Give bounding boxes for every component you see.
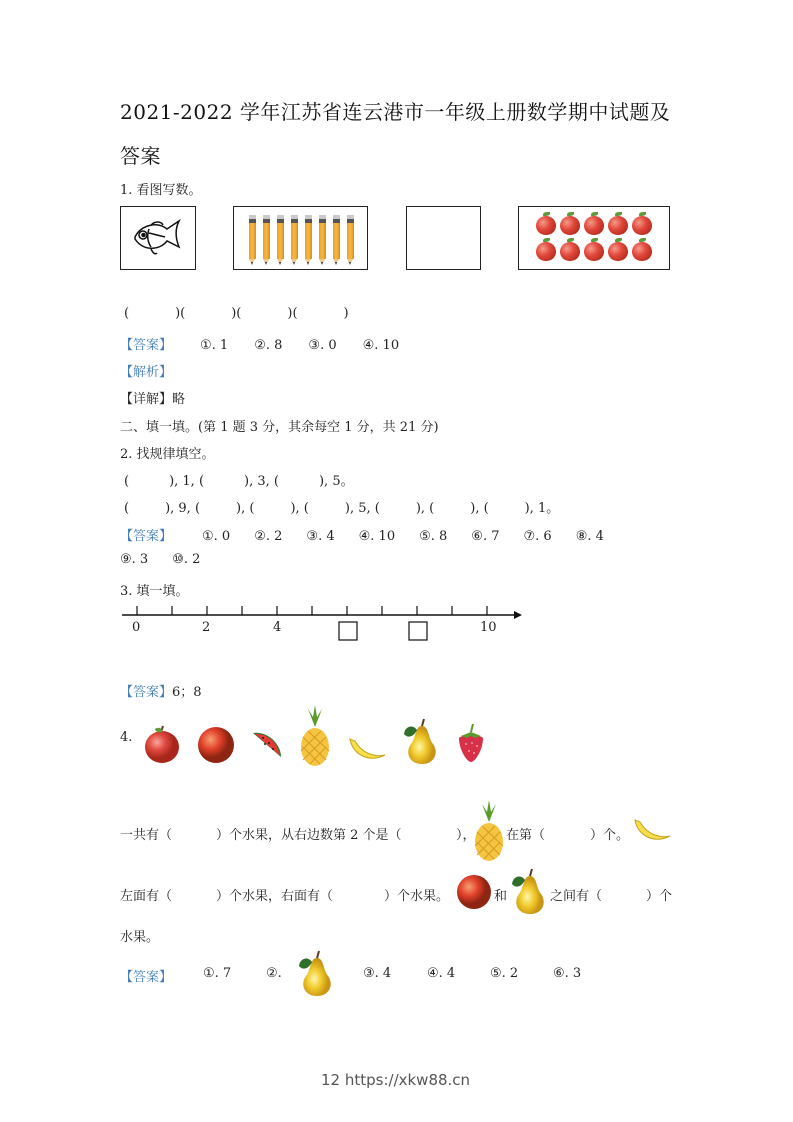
fish-icon (121, 207, 195, 269)
banana-icon (347, 735, 387, 765)
q3-answer-row (120, 681, 202, 700)
answer-label: 【答案】 (120, 970, 173, 985)
answer-item: ⑥. 7 (471, 529, 500, 544)
q4-line3: 水果。 (120, 930, 160, 945)
apple-icon (560, 216, 580, 235)
q2-answer-row (120, 525, 604, 544)
q3-prompt: 3. 填一填。 (120, 584, 189, 599)
seq-text: ), 1。 (524, 501, 560, 516)
number-line (118, 600, 528, 645)
q4-line1-part3: ）， (456, 828, 476, 843)
q4-number: 4. (120, 730, 133, 745)
q4-line1-part5: ）个。 (590, 828, 630, 843)
pencil-icon (249, 215, 256, 265)
answer-item: ⑨. 3 (120, 552, 149, 567)
apple-icon (632, 216, 652, 235)
answer-item: ②. 2 (254, 529, 283, 544)
q1-prompt: 1. 看图写数。 (120, 183, 202, 198)
q4-line2-part5: 之间有（ (550, 889, 603, 904)
apple-icon (584, 242, 604, 261)
q1-pencils-box (233, 206, 368, 270)
blank-box (409, 622, 427, 640)
pencil-icon (291, 215, 298, 265)
answer-item: ⑥. 3 (553, 966, 582, 981)
answer-item: ③. 0 (308, 338, 337, 353)
answer-item: ①. 1 (200, 338, 229, 353)
pear-icon (296, 950, 336, 998)
answer-item: ⑧. 4 (575, 529, 604, 544)
apple-icon (560, 242, 580, 261)
pencil-icon (263, 215, 270, 265)
q4-line2-part4: 和 (494, 889, 508, 904)
seq-text: ), 3, ( (244, 474, 279, 489)
answer-item: ①. 7 (203, 966, 232, 981)
answer-item: ③. 4 (363, 966, 392, 981)
q2-row1 (124, 470, 354, 489)
pencil-icon (333, 215, 340, 265)
q4-line2-part6: ）个 (646, 889, 673, 904)
q1-apples-box (518, 206, 670, 270)
strawberry-icon (455, 722, 487, 764)
q1-empty-box (406, 206, 481, 270)
apple-icon (584, 216, 604, 235)
peach-icon (456, 874, 492, 910)
answer-item: ③. 4 (306, 529, 335, 544)
apple-icon (632, 242, 652, 261)
answer-item: ④. 10 (358, 529, 396, 544)
answer-item: ⑦. 6 (523, 529, 552, 544)
answer-item: ④. 4 (427, 966, 456, 981)
pear-icon (401, 718, 441, 766)
answer-label: 【答案】 (120, 529, 173, 544)
detail-text: 略 (172, 392, 186, 407)
analysis-label: 【解析】 (120, 365, 173, 380)
q1-answer-row (120, 334, 399, 353)
seq-text: ), 5。 (318, 474, 354, 489)
q4-line2-part3: ）个水果。 (384, 889, 450, 904)
pencil-icon (347, 215, 354, 265)
q4-line1-part1: 一共有（ (120, 828, 173, 843)
peach-icon (197, 726, 235, 764)
apple-icon (536, 242, 556, 261)
pencil-icon (319, 215, 326, 265)
pineapple-icon (472, 800, 506, 862)
blank-box (339, 622, 357, 640)
q1-blanks-row (124, 306, 349, 321)
tick-label-4: 4 (273, 620, 282, 635)
pear-icon (509, 868, 549, 916)
answer-item: ①. 0 (202, 529, 231, 544)
seq-text: ), ( (415, 501, 435, 516)
apple-icon (143, 723, 181, 765)
blank-close: ) (343, 306, 349, 321)
answer-item: ②. 8 (254, 338, 283, 353)
tick-label-10: 10 (480, 620, 497, 635)
blank-sep: )( (175, 306, 186, 321)
section2-heading: 二、填一填。(第 1 题 3 分，其余每空 1 分，共 21 分) (120, 420, 439, 435)
answer-item: ②. (266, 966, 282, 981)
q2-prompt: 2. 找规律填空。 (120, 447, 215, 462)
q4-line1-part4: 在第（ (506, 828, 546, 843)
seq-text: ( (124, 501, 130, 516)
q4-line2-part1: 左面有（ (120, 889, 173, 904)
q4-line1-part2: ）个水果，从右边数第 2 个是（ (216, 828, 402, 843)
answer-item: ④. 10 (362, 338, 400, 353)
pineapple-icon (298, 705, 332, 767)
seq-text: ), 1, ( (169, 474, 205, 489)
seq-text: ), ( (470, 501, 489, 516)
detail-label: 【详解】 (120, 392, 173, 407)
answer-text: 6；8 (172, 685, 202, 700)
blank-sep: )( (287, 306, 298, 321)
page-title-line1: 2021-2022 学年江苏省连云港市一年级上册数学期中试题及 (120, 100, 671, 124)
pencil-icon (277, 215, 284, 265)
q2-answer-row2 (120, 552, 200, 567)
seq-text: ( (124, 474, 130, 489)
seq-text: ), ( (236, 501, 255, 516)
blank-sep: )( (231, 306, 242, 321)
q2-row2 (124, 497, 559, 516)
apple-icon (608, 242, 628, 261)
pencil-icon (305, 215, 312, 265)
answer-item: ⑤. 2 (490, 966, 519, 981)
q1-fish-box (120, 206, 196, 270)
tick-label-0: 0 (132, 620, 141, 635)
blank-open: ( (124, 306, 130, 321)
page-footer: 12 https://xkw88.cn (321, 1071, 471, 1089)
seq-text: ), ( (290, 501, 309, 516)
seq-text: ), 9, ( (165, 501, 201, 516)
q4-line2-part2: ）个水果，右面有（ (216, 889, 334, 904)
apple-icon (536, 216, 556, 235)
answer-label: 【答案】 (120, 685, 173, 700)
tick-label-2: 2 (202, 620, 211, 635)
detail-row (120, 388, 185, 407)
seq-text: ), 5, ( (344, 501, 380, 516)
banana-icon (632, 816, 672, 846)
answer-item: ⑤. 8 (419, 529, 448, 544)
answer-item: ⑩. 2 (172, 552, 201, 567)
watermelon-icon (249, 727, 285, 763)
arrow-right-icon (514, 611, 522, 619)
page-title-line2: 答案 (120, 144, 161, 168)
answer-label: 【答案】 (120, 338, 173, 353)
apple-icon (608, 216, 628, 235)
